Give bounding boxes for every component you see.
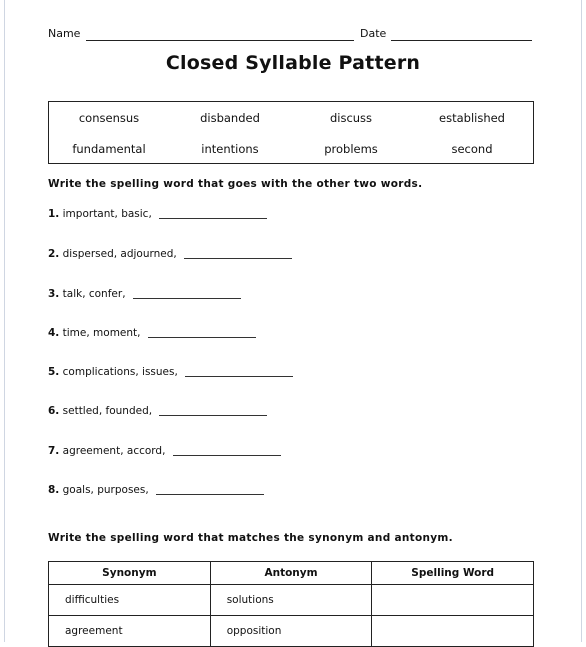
answer-blank[interactable] — [133, 298, 241, 299]
question-text: agreement, accord, — [62, 445, 166, 457]
question-text: complications, issues, — [62, 366, 178, 378]
question-text: goals, purposes, — [62, 484, 149, 496]
question-item — [48, 327, 256, 343]
name-blank[interactable] — [86, 40, 354, 41]
word-bank-item: disbanded — [200, 111, 260, 125]
column-header-antonym: Antonym — [210, 562, 372, 585]
answer-blank[interactable] — [159, 415, 267, 416]
question-text: important, basic, — [62, 208, 152, 220]
word-bank-item: problems — [324, 142, 378, 156]
antonym-cell: solutions — [210, 585, 372, 616]
question-text: dispersed, adjourned, — [62, 248, 177, 260]
date-blank[interactable] — [391, 40, 532, 41]
answer-blank[interactable] — [185, 376, 293, 377]
spelling-word-cell[interactable] — [372, 585, 534, 616]
word-bank-item: established — [439, 111, 505, 125]
answer-blank[interactable] — [184, 258, 292, 259]
question-item — [48, 405, 267, 421]
table-row — [49, 585, 534, 616]
question-item — [48, 445, 281, 461]
column-header-synonym: Synonym — [49, 562, 211, 585]
word-bank-item: consensus — [78, 111, 140, 125]
name-label: Name — [48, 27, 81, 40]
question-text: time, moment, — [62, 327, 141, 339]
question-item — [48, 248, 292, 264]
question-number: 2. — [48, 248, 60, 260]
question-item — [48, 208, 267, 224]
question-number: 6. — [48, 405, 60, 417]
word-bank — [48, 101, 534, 164]
name-date-line — [48, 27, 532, 45]
answer-blank[interactable] — [159, 218, 267, 219]
answer-blank[interactable] — [148, 337, 256, 338]
page-frame — [4, 0, 582, 642]
worksheet-title: Closed Syllable Pattern — [165, 52, 421, 74]
question-text: settled, founded, — [62, 405, 153, 417]
date-label: Date — [360, 27, 387, 40]
antonym-cell: opposition — [210, 616, 372, 647]
question-number: 3. — [48, 288, 60, 300]
answer-blank[interactable] — [156, 494, 264, 495]
question-text: talk, confer, — [62, 288, 126, 300]
word-bank-item: second — [451, 142, 493, 156]
word-bank-item: discuss — [329, 111, 373, 125]
question-item — [48, 288, 241, 304]
word-bank-item: intentions — [201, 142, 259, 156]
question-number: 8. — [48, 484, 60, 496]
synonym-cell: difficulties — [49, 585, 211, 616]
question-number: 7. — [48, 445, 60, 457]
question-item — [48, 484, 264, 500]
synonym-antonym-table — [48, 561, 534, 647]
question-number: 5. — [48, 366, 60, 378]
synonym-cell: agreement — [49, 616, 211, 647]
question-number: 1. — [48, 208, 60, 220]
table-header-row — [49, 562, 534, 585]
section1-instructions: Write the spelling word that goes with the other two words. — [48, 178, 423, 190]
question-item — [48, 366, 293, 382]
word-bank-item: fundamental — [72, 142, 146, 156]
question-number: 4. — [48, 327, 60, 339]
column-header-spelling-word: Spelling Word — [372, 562, 534, 585]
answer-blank[interactable] — [173, 455, 281, 456]
section2-instructions: Write the spelling word that matches the synonym and antonym. — [48, 532, 453, 544]
